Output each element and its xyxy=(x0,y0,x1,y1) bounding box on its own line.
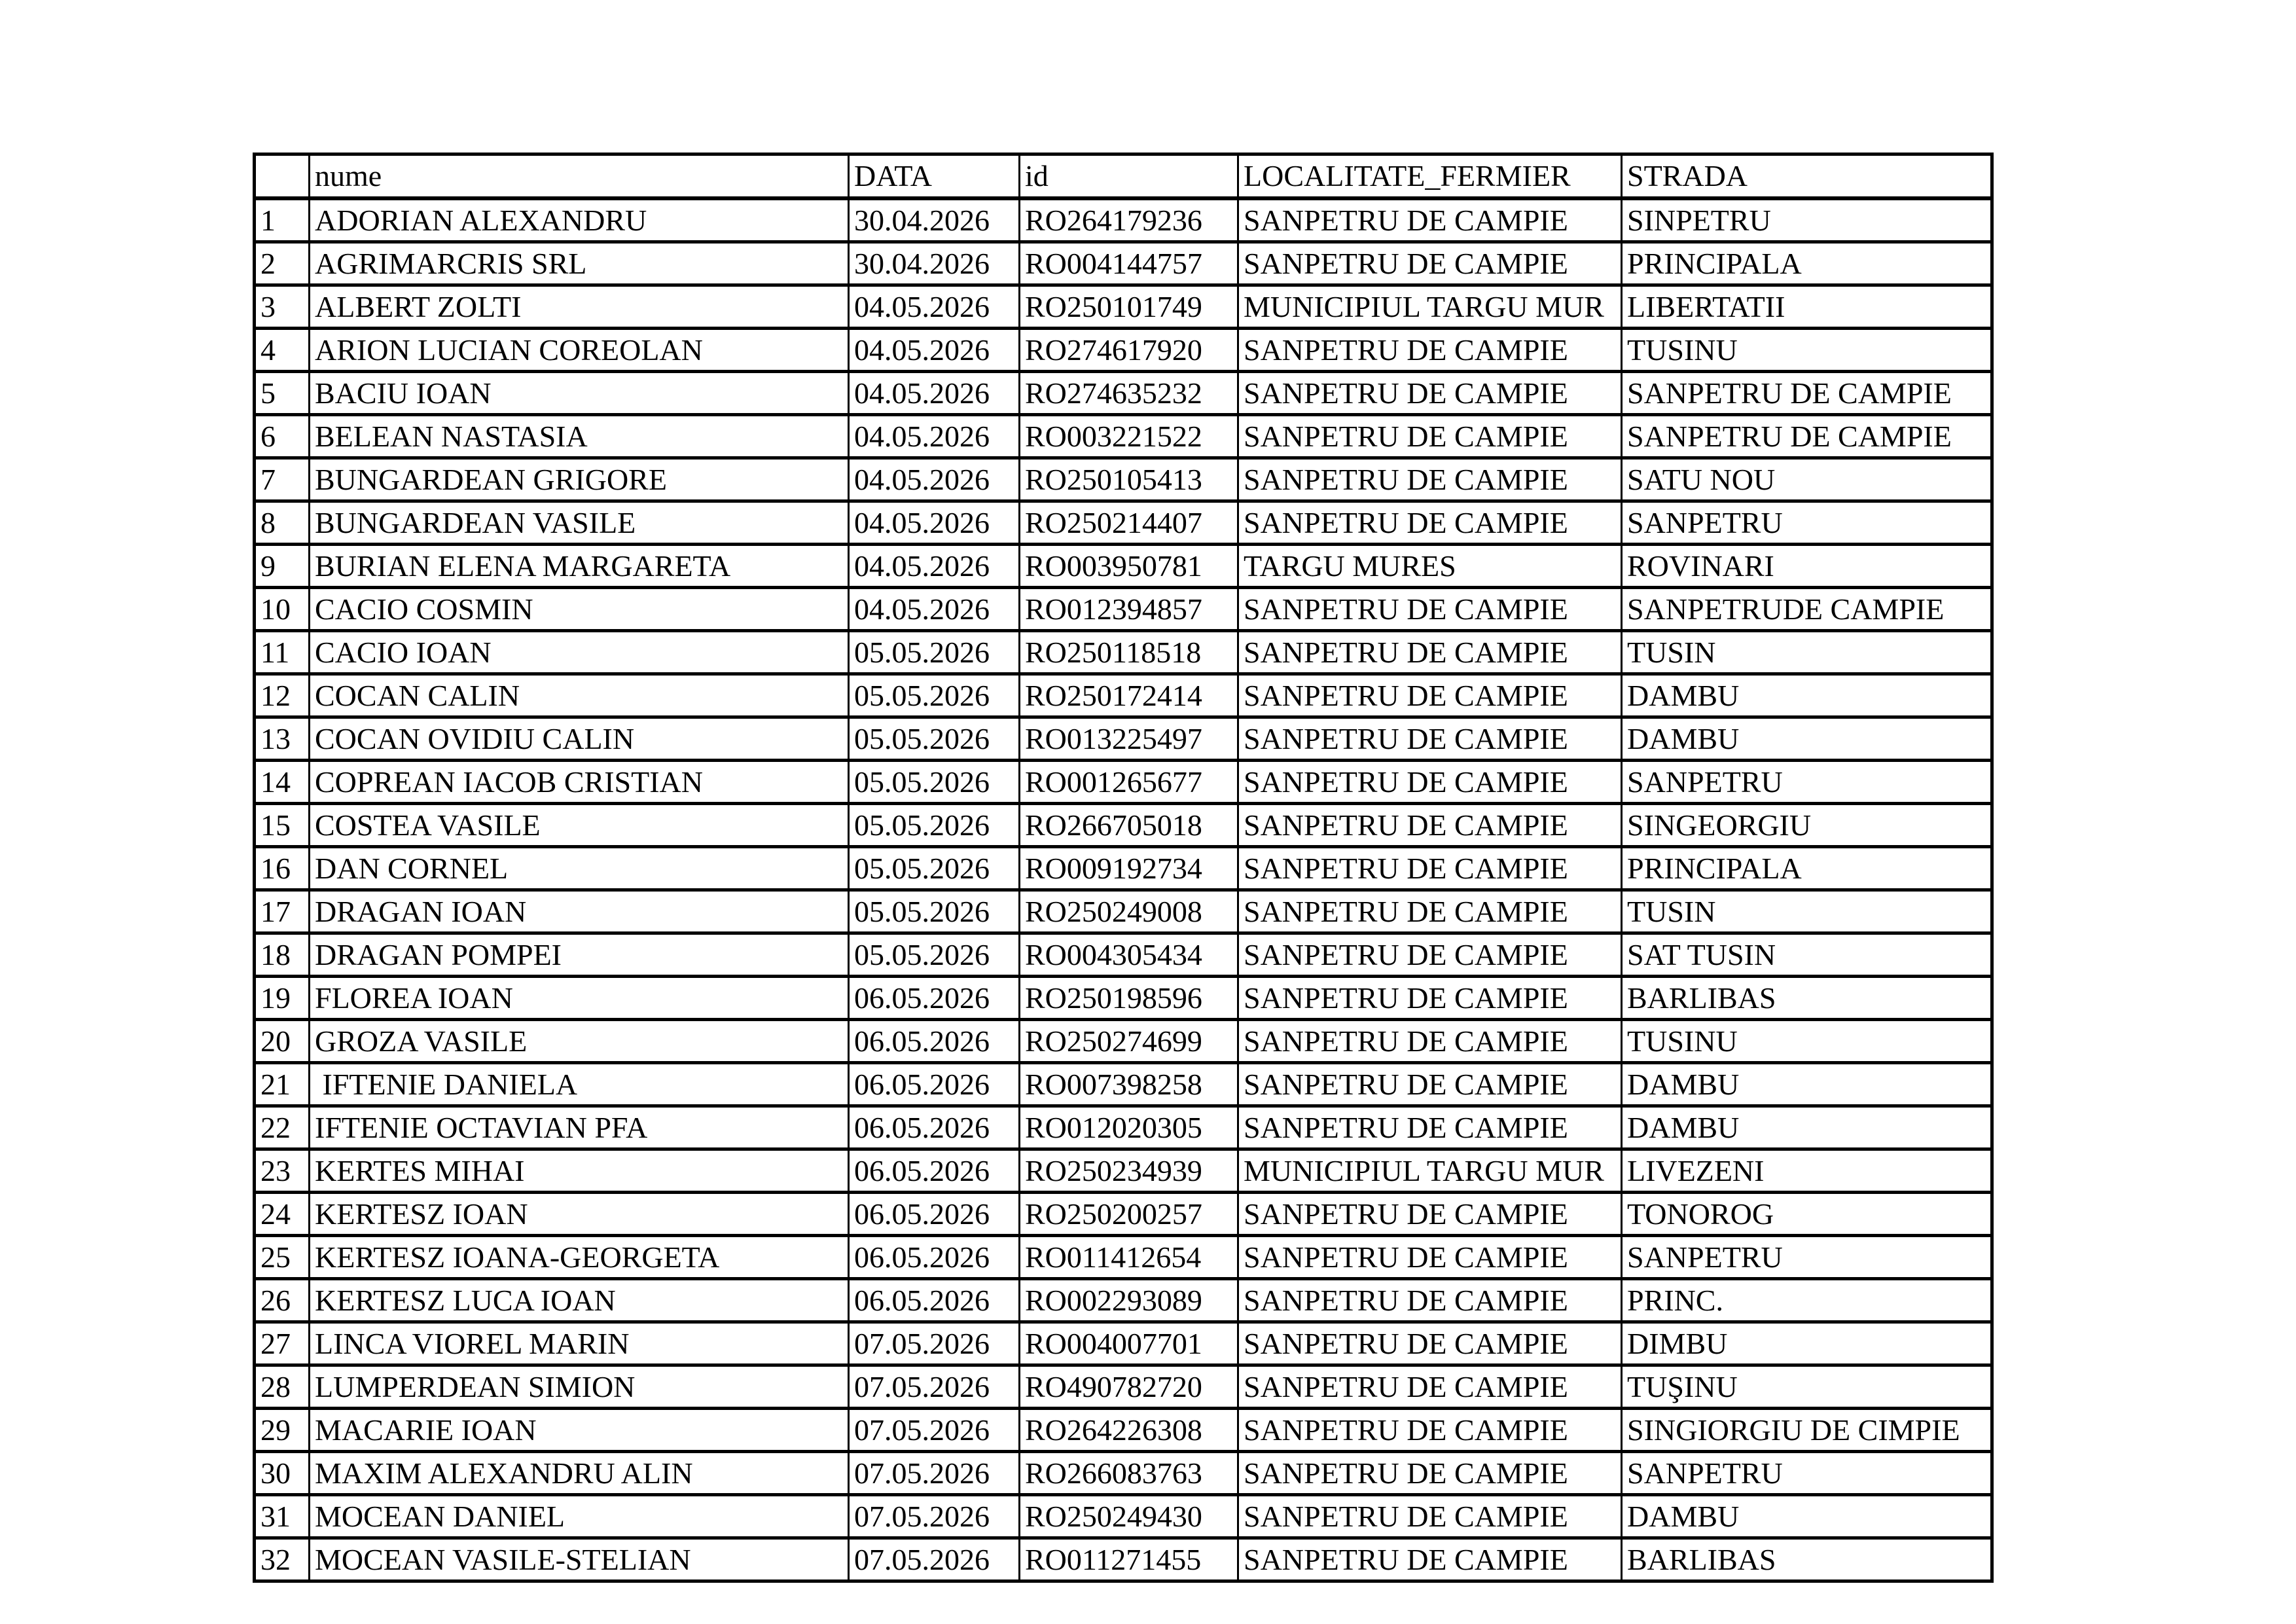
cell-localitate: SANPETRU DE CAMPIE xyxy=(1238,1538,1622,1581)
cell-id: RO250198596 xyxy=(1020,977,1238,1020)
cell-localitate: SANPETRU DE CAMPIE xyxy=(1238,1409,1622,1452)
cell-localitate: SANPETRU DE CAMPIE xyxy=(1238,415,1622,458)
cell-num: 3 xyxy=(255,285,310,329)
table-row xyxy=(255,847,1992,890)
cell-data: 05.05.2026 xyxy=(849,674,1020,717)
cell-nume: BURIAN ELENA MARGARETA xyxy=(310,545,849,588)
table-row xyxy=(255,674,1992,717)
cell-data: 06.05.2026 xyxy=(849,1236,1020,1279)
cell-localitate: SANPETRU DE CAMPIE xyxy=(1238,631,1622,674)
cell-id: RO004007701 xyxy=(1020,1322,1238,1365)
cell-nume: BUNGARDEAN GRIGORE xyxy=(310,458,849,501)
cell-strada: TUSIN xyxy=(1622,631,1992,674)
cell-localitate: SANPETRU DE CAMPIE xyxy=(1238,933,1622,977)
cell-id: RO003950781 xyxy=(1020,545,1238,588)
table-row xyxy=(255,1236,1992,1279)
cell-strada: TONOROG xyxy=(1622,1193,1992,1236)
cell-data: 05.05.2026 xyxy=(849,804,1020,847)
cell-num: 8 xyxy=(255,501,310,545)
cell-localitate: MUNICIPIUL TARGU MUR xyxy=(1238,285,1622,329)
cell-data: 05.05.2026 xyxy=(849,717,1020,761)
cell-nume: DRAGAN POMPEI xyxy=(310,933,849,977)
cell-localitate: SANPETRU DE CAMPIE xyxy=(1238,890,1622,933)
cell-id: RO003221522 xyxy=(1020,415,1238,458)
table-row xyxy=(255,1538,1992,1581)
cell-localitate: SANPETRU DE CAMPIE xyxy=(1238,1322,1622,1365)
cell-data: 04.05.2026 xyxy=(849,329,1020,372)
cell-nume: MOCEAN DANIEL xyxy=(310,1495,849,1538)
cell-localitate: SANPETRU DE CAMPIE xyxy=(1238,1193,1622,1236)
cell-num: 22 xyxy=(255,1106,310,1149)
cell-localitate: SANPETRU DE CAMPIE xyxy=(1238,1452,1622,1495)
cell-data: 04.05.2026 xyxy=(849,372,1020,415)
cell-strada: SINGIORGIU DE CIMPIE xyxy=(1622,1409,1992,1452)
cell-id: RO012020305 xyxy=(1020,1106,1238,1149)
cell-num: 6 xyxy=(255,415,310,458)
table-row xyxy=(255,415,1992,458)
cell-nume: ALBERT ZOLTI xyxy=(310,285,849,329)
header-row xyxy=(255,154,1992,199)
cell-localitate: SANPETRU DE CAMPIE xyxy=(1238,717,1622,761)
cell-strada: SANPETRU DE CAMPIE xyxy=(1622,415,1992,458)
cell-localitate: SANPETRU DE CAMPIE xyxy=(1238,804,1622,847)
cell-strada: DAMBU xyxy=(1622,717,1992,761)
cell-strada: PRINC. xyxy=(1622,1279,1992,1322)
cell-strada: SANPETRU xyxy=(1622,1236,1992,1279)
cell-id: RO250274699 xyxy=(1020,1020,1238,1063)
cell-strada: DAMBU xyxy=(1622,1106,1992,1149)
cell-nume: AGRIMARCRIS SRL xyxy=(310,242,849,285)
cell-strada: DIMBU xyxy=(1622,1322,1992,1365)
cell-nume: ARION LUCIAN COREOLAN xyxy=(310,329,849,372)
table-header xyxy=(255,154,1992,199)
farmers-table xyxy=(253,153,1994,1583)
cell-localitate: SANPETRU DE CAMPIE xyxy=(1238,761,1622,804)
cell-num: 27 xyxy=(255,1322,310,1365)
header-cell-id: id xyxy=(1020,154,1238,199)
cell-nume: BACIU IOAN xyxy=(310,372,849,415)
cell-localitate: SANPETRU DE CAMPIE xyxy=(1238,1063,1622,1106)
cell-id: RO250172414 xyxy=(1020,674,1238,717)
cell-num: 26 xyxy=(255,1279,310,1322)
cell-num: 29 xyxy=(255,1409,310,1452)
cell-nume: IFTENIE DANIELA xyxy=(310,1063,849,1106)
cell-id: RO250101749 xyxy=(1020,285,1238,329)
cell-localitate: SANPETRU DE CAMPIE xyxy=(1238,458,1622,501)
cell-data: 04.05.2026 xyxy=(849,458,1020,501)
cell-strada: SANPETRU xyxy=(1622,761,1992,804)
cell-localitate: SANPETRU DE CAMPIE xyxy=(1238,1106,1622,1149)
table-row xyxy=(255,501,1992,545)
cell-id: RO274617920 xyxy=(1020,329,1238,372)
table-row xyxy=(255,1409,1992,1452)
cell-localitate: TARGU MURES xyxy=(1238,545,1622,588)
cell-id: RO004305434 xyxy=(1020,933,1238,977)
table-row xyxy=(255,1193,1992,1236)
cell-strada: BARLIBAS xyxy=(1622,1538,1992,1581)
cell-num: 19 xyxy=(255,977,310,1020)
cell-num: 20 xyxy=(255,1020,310,1063)
cell-data: 04.05.2026 xyxy=(849,285,1020,329)
cell-nume: BELEAN NASTASIA xyxy=(310,415,849,458)
cell-id: RO009192734 xyxy=(1020,847,1238,890)
cell-data: 06.05.2026 xyxy=(849,1106,1020,1149)
cell-id: RO250214407 xyxy=(1020,501,1238,545)
cell-num: 28 xyxy=(255,1365,310,1409)
cell-strada: TUŞINU xyxy=(1622,1365,1992,1409)
cell-id: RO012394857 xyxy=(1020,588,1238,631)
cell-data: 05.05.2026 xyxy=(849,933,1020,977)
cell-id: RO264179236 xyxy=(1020,198,1238,242)
cell-localitate: SANPETRU DE CAMPIE xyxy=(1238,674,1622,717)
cell-strada: SANPETRUDE CAMPIE xyxy=(1622,588,1992,631)
cell-num: 7 xyxy=(255,458,310,501)
cell-num: 21 xyxy=(255,1063,310,1106)
cell-num: 13 xyxy=(255,717,310,761)
cell-nume: LINCA VIOREL MARIN xyxy=(310,1322,849,1365)
cell-num: 17 xyxy=(255,890,310,933)
cell-localitate: SANPETRU DE CAMPIE xyxy=(1238,588,1622,631)
cell-id: RO250249008 xyxy=(1020,890,1238,933)
header-cell-nume: nume xyxy=(310,154,849,199)
cell-id: RO250105413 xyxy=(1020,458,1238,501)
cell-id: RO007398258 xyxy=(1020,1063,1238,1106)
cell-strada: DAMBU xyxy=(1622,674,1992,717)
cell-strada: TUSINU xyxy=(1622,329,1992,372)
cell-num: 2 xyxy=(255,242,310,285)
cell-strada: PRINCIPALA xyxy=(1622,847,1992,890)
cell-num: 14 xyxy=(255,761,310,804)
cell-id: RO013225497 xyxy=(1020,717,1238,761)
table-row xyxy=(255,545,1992,588)
header-cell-rownum xyxy=(255,154,310,199)
cell-strada: TUSINU xyxy=(1622,1020,1992,1063)
cell-localitate: SANPETRU DE CAMPIE xyxy=(1238,501,1622,545)
cell-data: 04.05.2026 xyxy=(849,588,1020,631)
cell-strada: PRINCIPALA xyxy=(1622,242,1992,285)
cell-num: 23 xyxy=(255,1149,310,1193)
cell-strada: LIVEZENI xyxy=(1622,1149,1992,1193)
cell-data: 06.05.2026 xyxy=(849,1193,1020,1236)
table-body xyxy=(255,198,1992,1581)
cell-nume: CACIO IOAN xyxy=(310,631,849,674)
cell-data: 05.05.2026 xyxy=(849,631,1020,674)
cell-data: 06.05.2026 xyxy=(849,977,1020,1020)
cell-data: 05.05.2026 xyxy=(849,761,1020,804)
cell-id: RO002293089 xyxy=(1020,1279,1238,1322)
cell-nume: FLOREA IOAN xyxy=(310,977,849,1020)
cell-nume: DAN CORNEL xyxy=(310,847,849,890)
cell-id: RO001265677 xyxy=(1020,761,1238,804)
table-row xyxy=(255,198,1992,242)
cell-strada: SANPETRU xyxy=(1622,501,1992,545)
cell-strada: DAMBU xyxy=(1622,1495,1992,1538)
cell-data: 06.05.2026 xyxy=(849,1063,1020,1106)
cell-id: RO250118518 xyxy=(1020,631,1238,674)
cell-num: 30 xyxy=(255,1452,310,1495)
table-row xyxy=(255,329,1992,372)
cell-localitate: SANPETRU DE CAMPIE xyxy=(1238,977,1622,1020)
cell-data: 07.05.2026 xyxy=(849,1452,1020,1495)
cell-id: RO274635232 xyxy=(1020,372,1238,415)
cell-nume: LUMPERDEAN SIMION xyxy=(310,1365,849,1409)
cell-strada: SINGEORGIU xyxy=(1622,804,1992,847)
cell-strada: SINPETRU xyxy=(1622,198,1992,242)
cell-data: 06.05.2026 xyxy=(849,1020,1020,1063)
cell-num: 11 xyxy=(255,631,310,674)
table-row xyxy=(255,1279,1992,1322)
cell-data: 04.05.2026 xyxy=(849,415,1020,458)
cell-strada: BARLIBAS xyxy=(1622,977,1992,1020)
cell-strada: ROVINARI xyxy=(1622,545,1992,588)
cell-num: 5 xyxy=(255,372,310,415)
cell-nume: DRAGAN IOAN xyxy=(310,890,849,933)
table-row xyxy=(255,1149,1992,1193)
cell-num: 16 xyxy=(255,847,310,890)
cell-localitate: MUNICIPIUL TARGU MUR xyxy=(1238,1149,1622,1193)
cell-data: 30.04.2026 xyxy=(849,242,1020,285)
cell-id: RO490782720 xyxy=(1020,1365,1238,1409)
cell-nume: KERTESZ IOANA-GEORGETA xyxy=(310,1236,849,1279)
cell-nume: CACIO COSMIN xyxy=(310,588,849,631)
cell-localitate: SANPETRU DE CAMPIE xyxy=(1238,329,1622,372)
cell-num: 32 xyxy=(255,1538,310,1581)
cell-data: 04.05.2026 xyxy=(849,501,1020,545)
table-row xyxy=(255,458,1992,501)
cell-data: 07.05.2026 xyxy=(849,1538,1020,1581)
cell-data: 07.05.2026 xyxy=(849,1409,1020,1452)
cell-num: 12 xyxy=(255,674,310,717)
cell-localitate: SANPETRU DE CAMPIE xyxy=(1238,372,1622,415)
cell-nume: COPREAN IACOB CRISTIAN xyxy=(310,761,849,804)
cell-id: RO011412654 xyxy=(1020,1236,1238,1279)
cell-localitate: SANPETRU DE CAMPIE xyxy=(1238,847,1622,890)
table-row xyxy=(255,1063,1992,1106)
cell-id: RO264226308 xyxy=(1020,1409,1238,1452)
cell-localitate: SANPETRU DE CAMPIE xyxy=(1238,1365,1622,1409)
cell-localitate: SANPETRU DE CAMPIE xyxy=(1238,242,1622,285)
table-row xyxy=(255,804,1992,847)
cell-data: 07.05.2026 xyxy=(849,1495,1020,1538)
cell-nume: MAXIM ALEXANDRU ALIN xyxy=(310,1452,849,1495)
cell-nume: COCAN CALIN xyxy=(310,674,849,717)
cell-nume: KERTESZ IOAN xyxy=(310,1193,849,1236)
cell-num: 4 xyxy=(255,329,310,372)
cell-localitate: SANPETRU DE CAMPIE xyxy=(1238,1020,1622,1063)
cell-strada: SATU NOU xyxy=(1622,458,1992,501)
cell-id: RO250234939 xyxy=(1020,1149,1238,1193)
cell-nume: ADORIAN ALEXANDRU xyxy=(310,198,849,242)
cell-data: 04.05.2026 xyxy=(849,545,1020,588)
cell-nume: MOCEAN VASILE-STELIAN xyxy=(310,1538,849,1581)
table-row xyxy=(255,242,1992,285)
table-row xyxy=(255,372,1992,415)
table-row xyxy=(255,1322,1992,1365)
cell-data: 06.05.2026 xyxy=(849,1149,1020,1193)
cell-id: RO011271455 xyxy=(1020,1538,1238,1581)
cell-data: 05.05.2026 xyxy=(849,847,1020,890)
cell-strada: SAT TUSIN xyxy=(1622,933,1992,977)
cell-nume: COCAN OVIDIU CALIN xyxy=(310,717,849,761)
table-row xyxy=(255,890,1992,933)
cell-nume: GROZA VASILE xyxy=(310,1020,849,1063)
cell-num: 10 xyxy=(255,588,310,631)
cell-data: 07.05.2026 xyxy=(849,1322,1020,1365)
cell-localitate: SANPETRU DE CAMPIE xyxy=(1238,1236,1622,1279)
cell-strada: SANPETRU DE CAMPIE xyxy=(1622,372,1992,415)
cell-strada: LIBERTATII xyxy=(1622,285,1992,329)
cell-num: 18 xyxy=(255,933,310,977)
cell-localitate: SANPETRU DE CAMPIE xyxy=(1238,1495,1622,1538)
cell-nume: IFTENIE OCTAVIAN PFA xyxy=(310,1106,849,1149)
cell-data: 07.05.2026 xyxy=(849,1365,1020,1409)
table-row xyxy=(255,1452,1992,1495)
cell-nume: KERTES MIHAI xyxy=(310,1149,849,1193)
cell-localitate: SANPETRU DE CAMPIE xyxy=(1238,1279,1622,1322)
cell-num: 9 xyxy=(255,545,310,588)
cell-id: RO250200257 xyxy=(1020,1193,1238,1236)
cell-nume: BUNGARDEAN VASILE xyxy=(310,501,849,545)
table-row xyxy=(255,285,1992,329)
cell-id: RO266083763 xyxy=(1020,1452,1238,1495)
table-row xyxy=(255,717,1992,761)
header-cell-data: DATA xyxy=(849,154,1020,199)
cell-strada: TUSIN xyxy=(1622,890,1992,933)
table-row xyxy=(255,1020,1992,1063)
cell-num: 15 xyxy=(255,804,310,847)
cell-num: 24 xyxy=(255,1193,310,1236)
cell-strada: DAMBU xyxy=(1622,1063,1992,1106)
table-row xyxy=(255,1106,1992,1149)
cell-data: 30.04.2026 xyxy=(849,198,1020,242)
table-row xyxy=(255,1365,1992,1409)
cell-id: RO266705018 xyxy=(1020,804,1238,847)
cell-num: 1 xyxy=(255,198,310,242)
table-row xyxy=(255,588,1992,631)
cell-localitate: SANPETRU DE CAMPIE xyxy=(1238,198,1622,242)
cell-nume: KERTESZ LUCA IOAN xyxy=(310,1279,849,1322)
cell-id: RO250249430 xyxy=(1020,1495,1238,1538)
header-cell-localitate-fermier: LOCALITATE_FERMIER xyxy=(1238,154,1622,199)
cell-strada: SANPETRU xyxy=(1622,1452,1992,1495)
table-row xyxy=(255,1495,1992,1538)
table-row xyxy=(255,933,1992,977)
cell-nume: MACARIE IOAN xyxy=(310,1409,849,1452)
cell-data: 05.05.2026 xyxy=(849,890,1020,933)
cell-id: RO004144757 xyxy=(1020,242,1238,285)
table-row xyxy=(255,761,1992,804)
header-cell-strada: STRADA xyxy=(1622,154,1992,199)
cell-nume: COSTEA VASILE xyxy=(310,804,849,847)
cell-num: 25 xyxy=(255,1236,310,1279)
cell-num: 31 xyxy=(255,1495,310,1538)
table-row xyxy=(255,977,1992,1020)
table-row xyxy=(255,631,1992,674)
cell-data: 06.05.2026 xyxy=(849,1279,1020,1322)
